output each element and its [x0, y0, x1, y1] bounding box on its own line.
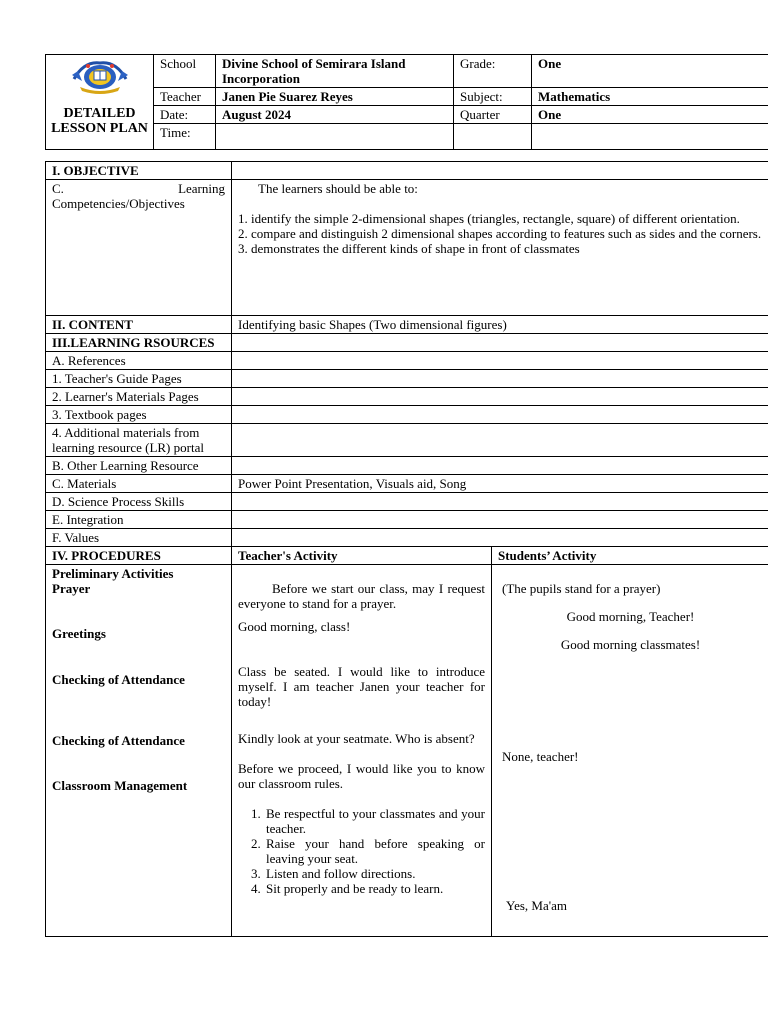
rule-item: 1. Be respectful to your classmates and your teacher. — [264, 806, 485, 836]
rule-item: 3. Listen and follow directions. — [264, 866, 485, 881]
header-table — [45, 54, 768, 150]
competencies-label: C. Learning Competencies/Objectives — [46, 180, 232, 316]
teacher-value: Janen Pie Suarez Reyes — [216, 88, 454, 106]
subject-value: Mathematics — [532, 88, 768, 106]
objective-item: 3. demonstrates the different kinds of shape in front of classmates — [238, 241, 580, 256]
lesson-plan-title: DETAILED LESSON PLAN — [51, 106, 148, 136]
time-value — [216, 124, 454, 150]
objectives-cell — [232, 180, 768, 316]
resource-value — [232, 529, 768, 547]
teacher-activity-heading: Teacher's Activity — [232, 547, 492, 565]
objective-item: 1. identify the simple 2-dimensional shapes (triangles, rectangle, square) of different orientation. — [238, 211, 740, 226]
students-greet-classmates: Good morning classmates! — [560, 637, 701, 652]
resource-label: E. Integration — [46, 511, 232, 529]
students-yes-text: Yes, Ma'am — [506, 898, 567, 913]
teacher-seated-text: Class be seated. I would like to introduce myself. I am teacher Janen your teacher for today! — [238, 664, 485, 709]
resource-label: D. Science Process Skills — [46, 493, 232, 511]
objectives-intro: The learners should be able to: — [258, 181, 418, 196]
resource-value — [232, 457, 768, 475]
time-label: Time: — [154, 124, 216, 150]
school-value: Divine School of Semirara Island Incorporation — [216, 55, 454, 88]
rule-item: 4. Sit properly and be ready to learn. — [264, 881, 485, 896]
content-heading: II. CONTENT — [46, 316, 232, 334]
resource-label: 3. Textbook pages — [46, 406, 232, 424]
teacher-label: Teacher — [154, 88, 216, 106]
empty-cell — [532, 124, 768, 150]
resource-label: A. References — [46, 352, 232, 370]
grade-value: One — [532, 55, 768, 88]
lesson-plan-table — [45, 161, 768, 937]
logo-cell — [46, 55, 154, 150]
resource-label: B. Other Learning Resource — [46, 457, 232, 475]
resource-label: 4. Additional materials from learning resource (LR) portal — [46, 424, 232, 457]
classroom-rules-list — [264, 806, 485, 896]
resource-value — [232, 406, 768, 424]
resource-value — [232, 352, 768, 370]
resource-value — [232, 424, 768, 457]
students-greet-teacher: Good morning, Teacher! — [566, 609, 695, 624]
grade-label: Grade: — [454, 55, 532, 88]
quarter-label: Quarter — [454, 106, 532, 124]
resource-label: 2. Learner's Materials Pages — [46, 388, 232, 406]
classroom-management-label: Classroom Management — [52, 778, 188, 793]
teacher-activity-cell — [232, 565, 492, 937]
teacher-greeting-text: Good morning, class! — [238, 619, 351, 634]
subject-label: Subject: — [454, 88, 532, 106]
preliminary-label: Preliminary Activities — [52, 566, 174, 581]
school-label: School — [154, 55, 216, 88]
procedures-heading: IV. PROCEDURES — [46, 547, 232, 565]
empty-cell — [454, 124, 532, 150]
resource-label: C. Materials — [46, 475, 232, 493]
students-prayer-text: (The pupils stand for a prayer) — [502, 581, 661, 596]
date-label: Date: — [154, 106, 216, 124]
resource-value — [232, 370, 768, 388]
resource-label: 1. Teacher's Guide Pages — [46, 370, 232, 388]
students-none-text: None, teacher! — [502, 749, 579, 764]
resource-value — [232, 493, 768, 511]
resource-value — [232, 388, 768, 406]
procedure-labels-cell — [46, 565, 232, 937]
greetings-label: Greetings — [52, 626, 106, 641]
attendance-label: Checking of Attendance — [52, 733, 185, 748]
date-value: August 2024 — [216, 106, 454, 124]
prayer-label: Prayer — [52, 581, 91, 596]
resources-heading: III.LEARNING RSOURCES — [46, 334, 232, 352]
quarter-value: One — [532, 106, 768, 124]
empty-cell — [232, 162, 768, 180]
empty-cell — [232, 334, 768, 352]
teacher-rules-intro: Before we proceed, I would like you to know our classroom rules. — [238, 761, 485, 791]
content-value: Identifying basic Shapes (Two dimensional figures) — [232, 316, 768, 334]
objective-item: 2. compare and distinguish 2 dimensional shapes according to features such as sides and the corners. — [238, 226, 762, 241]
resource-label: F. Values — [46, 529, 232, 547]
attendance-label: Checking of Attendance — [52, 672, 185, 687]
rule-item: 2. Raise your hand before speaking or leaving your seat. — [264, 836, 485, 866]
teacher-absent-text: Kindly look at your seatmate. Who is absent? — [238, 731, 475, 746]
resource-value: Power Point Presentation, Visuals aid, Song — [232, 475, 768, 493]
students-activity-heading: Students’ Activity — [492, 547, 768, 565]
school-seal-icon — [70, 57, 130, 95]
teacher-prayer-text: Before we start our class, may I request everyone to stand for a prayer. — [238, 581, 485, 611]
students-activity-cell — [492, 565, 768, 937]
resource-value — [232, 511, 768, 529]
objective-heading: I. OBJECTIVE — [46, 162, 232, 180]
